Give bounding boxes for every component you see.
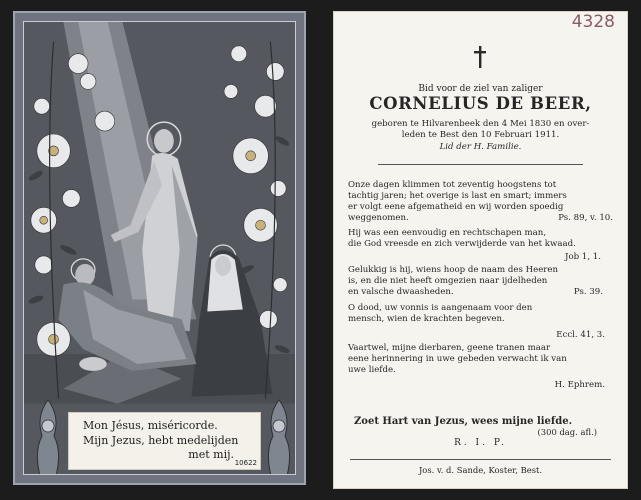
paragraph-line: er volgt eene afgematheid en wij worden spoedig bbox=[348, 202, 564, 212]
paragraph-line: Gelukkig is hij, wiens hoop de naam des Heeren bbox=[348, 265, 559, 275]
right-ornament-icon bbox=[263, 396, 295, 475]
scripture-reference: H. Ephrem. bbox=[554, 380, 605, 390]
caption-french: Mon Jésus, miséricorde. bbox=[83, 419, 218, 432]
printer-credit: Jos. v. d. Sande, Koster, Best. bbox=[418, 465, 543, 475]
holy-card-image-side bbox=[13, 11, 306, 485]
holy-card-text-side bbox=[333, 11, 628, 489]
scripture-reference: Eccl. 41, 3. bbox=[556, 330, 605, 340]
paragraph-line: mensch, wien de krachten begeven. bbox=[348, 314, 505, 324]
paragraph-line: uwe liefde. bbox=[348, 365, 396, 375]
divider bbox=[350, 459, 611, 460]
print-number: 10622 bbox=[234, 459, 257, 467]
paragraph-line: en valsche dwaasheden. bbox=[348, 287, 454, 297]
rip-line: R. I. P. bbox=[454, 438, 507, 448]
divider bbox=[378, 164, 583, 165]
paragraph-line: eene herinnering in uwe gebeden verwacht ik van bbox=[348, 354, 567, 364]
caption-dutch-line2: met mij. bbox=[188, 448, 234, 461]
death-line: leden te Best den 10 Februari 1911. bbox=[401, 130, 560, 140]
holy-card-picture-frame bbox=[23, 21, 296, 475]
caption-dutch-line1: Mijn Jezus, hebt medelijden bbox=[83, 434, 239, 447]
paragraph-line: die God vreesde en zich verwijderde van het kwaad. bbox=[348, 239, 576, 249]
indulgence-note: (300 dag. afl.) bbox=[537, 427, 597, 437]
scripture-reference: Job 1, 1. bbox=[565, 252, 601, 262]
handwritten-catalog-number: 4328 bbox=[571, 12, 615, 32]
paragraph-line: O dood, uw vonnis is aangenaam voor den bbox=[348, 303, 533, 313]
paragraph-line: Onze dagen klimmen tot zeventig hoogstens tot bbox=[348, 180, 557, 190]
paragraph-line: weggenomen. bbox=[348, 213, 409, 223]
paragraph-line: Vaartwel, mijne dierbaren, geene tranen maar bbox=[348, 343, 551, 353]
prayer-caption-box bbox=[68, 412, 261, 470]
deceased-name: CORNELIUS DE BEER, bbox=[369, 94, 592, 113]
left-ornament-icon bbox=[32, 396, 64, 475]
paragraph-line: tachtig jaren; het overige is last en smart; immers bbox=[348, 191, 567, 201]
intro-line: Bid voor de ziel van zaliger bbox=[418, 84, 543, 94]
scripture-reference: Ps. 89, v. 10. bbox=[558, 213, 613, 223]
cross-icon bbox=[473, 45, 487, 69]
scripture-reference: Ps. 39. bbox=[573, 287, 603, 297]
membership-line: Lid der H. Familie. bbox=[439, 142, 522, 152]
paragraph-line: is, en die niet heeft omgezien naar ijdelheden bbox=[348, 276, 548, 286]
invocation-line: Zoet Hart van Jezus, wees mijne liefde. bbox=[354, 416, 573, 427]
birth-line: geboren te Hilvarenbeek den 4 Mei 1830 en over- bbox=[371, 119, 590, 129]
religious-scene-illustration bbox=[24, 22, 295, 474]
paragraph-line: Hij was een eenvoudig en rechtschapen man, bbox=[348, 228, 547, 238]
